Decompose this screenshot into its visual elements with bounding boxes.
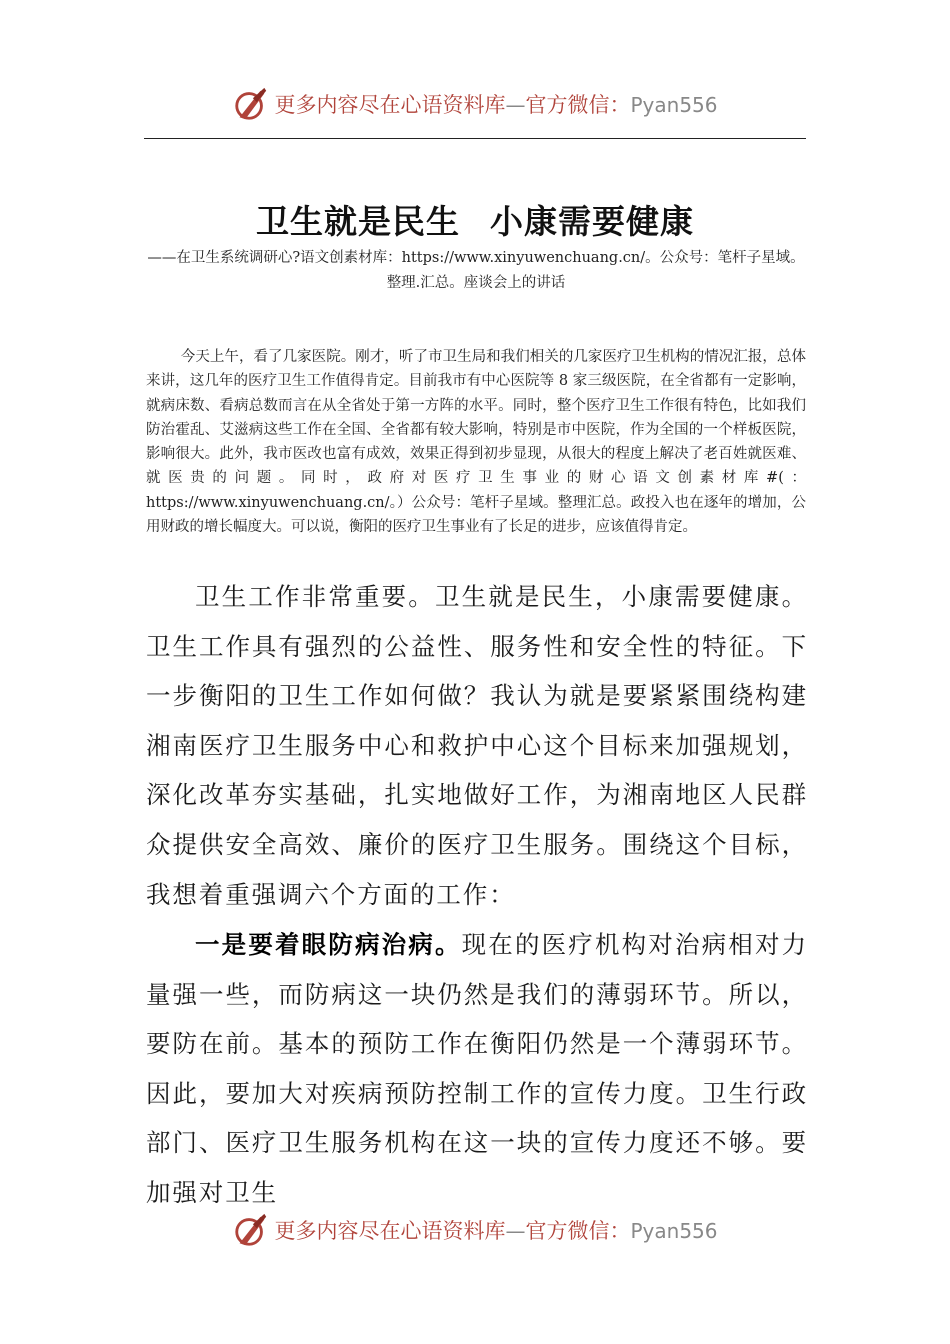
quill-logo-icon	[232, 85, 270, 123]
document-title	[0, 196, 950, 243]
footer-banner	[0, 1210, 950, 1250]
footer-banner-id: Pyan556	[630, 1219, 718, 1243]
footer-banner-dash: —	[505, 1219, 526, 1243]
header-banner-main: 更多内容尽在心语资料库	[274, 93, 506, 117]
footer-banner-text	[274, 1215, 717, 1245]
document-subtitle: ——在卫生系统调研心?语文创素材库：https://www.xinyuwenchuang.cn/。公众号：笔杆子星域。整理.汇总。座谈会上的讲话	[147, 250, 805, 291]
header-banner-wechat: 官方微信：	[525, 93, 631, 117]
body-paragraph-1: 卫生工作非常重要。卫生就是民生，小康需要健康。卫生工作具有强烈的公益性、服务性和安全性的特征。下一步衡阳的卫生工作如何做？我认为就是要紧紧围绕构建湘南医疗卫生服务中心和救护中心这个目标来加强规划，深化改革夯实基础，扎实地做好工作，为湘南地区人民群众提供安全高效、廉价的医疗卫生服务。围绕这个目标，我想着重强调六个方面的工作：	[146, 582, 808, 909]
paragraph-2-body: 现在的医疗机构对治病相对力量强一些，而防病这一块仍然是我们的薄弱环节。所以，要防在前。基本的预防工作在衡阳仍然是一个薄弱环节。因此，要加大对疾病预防控制工作的宣传力度。卫生行政部门、医疗卫生服务机构在这一块的宣传力度还不够。要加强对卫生	[146, 930, 809, 1207]
header-divider	[144, 138, 806, 139]
quill-logo-icon	[232, 1211, 270, 1249]
header-banner-id: Pyan556	[630, 93, 718, 117]
title-part-2: 小康需要健康	[490, 202, 694, 241]
title-part-1: 卫生就是民生	[256, 202, 460, 241]
footer-banner-wechat: 官方微信：	[525, 1219, 631, 1243]
header-banner-text	[274, 89, 717, 119]
footer-banner-main: 更多内容尽在心语资料库	[274, 1219, 506, 1243]
intro-paragraph: 今天上午，看了几家医院。刚才，听了市卫生局和我们相关的几家医疗卫生机构的情况汇报，总体来讲，这几年的医疗卫生工作值得肯定。目前我市有中心医院等 8 家三级医院，在全省都有一定影响，就病床数、看病总数而言在从全省处于第一方阵的水平。同时，整个医疗卫生工作很有特色，比如我们防治霍乱、艾滋病这些工作在全国、全省都有较大影响，特别是市中医院，作为全国的一个样板医院，影响很大。此外，我市医改也富有成效，效果正得到初步显现，从很大的程度上解决了老百姓就医难、就医贵的问题。同时，政府对医疗卫生事业的财心语文创素材库#(：https://www.xinyuwenchuang.cn/。）公众号：笔杆子星域。整理汇总。政投入也在逐年的增加，公用财政的增长幅度大。可以说，衡阳的医疗卫生事业有了长足的进步，应该值得肯定。	[146, 349, 806, 536]
paragraph-2-lead: 一是要着眼防病治病。	[195, 930, 462, 959]
header-banner-dash: —	[505, 93, 526, 117]
header-banner	[0, 84, 950, 124]
body-paragraph-2	[146, 920, 808, 1218]
